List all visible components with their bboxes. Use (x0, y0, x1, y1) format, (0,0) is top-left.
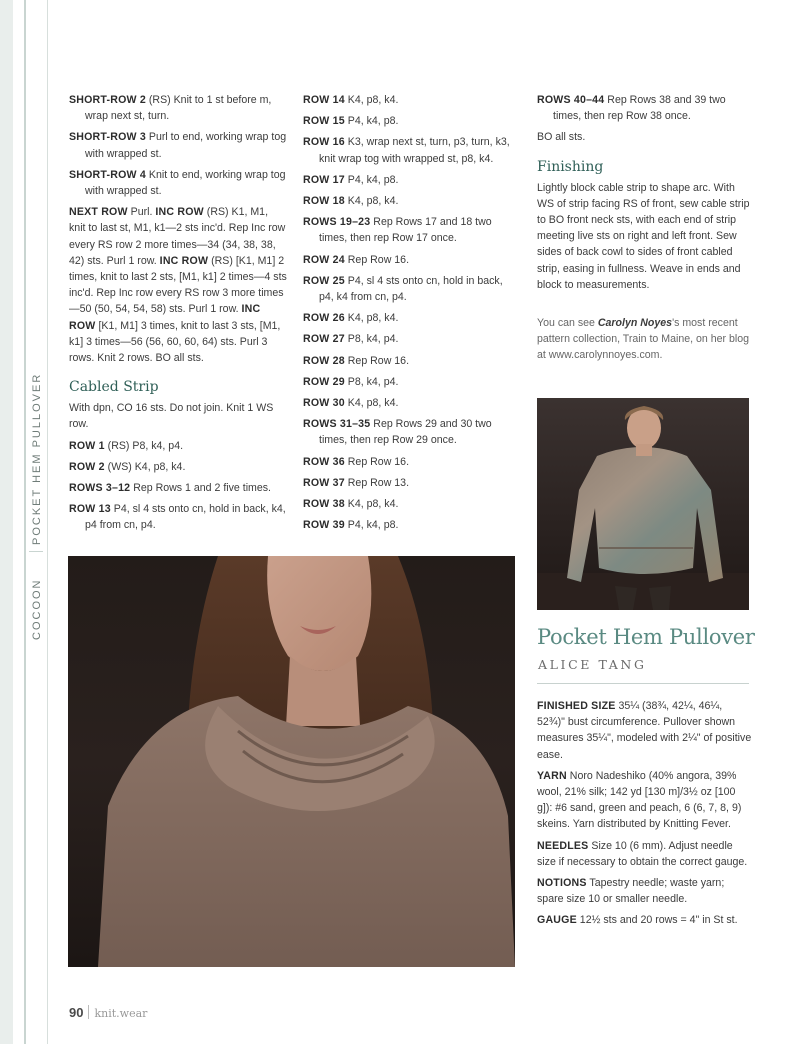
row-16: ROW 16 K3, wrap next st, turn, p3, turn, k3, knit wrap tog with wrapped st, p8, k4. (303, 136, 510, 165)
cabled-row-2: ROW 2 (WS) K4, p8, k4. (69, 460, 186, 473)
cabled-strip-intro: With dpn, CO 16 sts. Do not join. Knit 1 WS row. (69, 402, 274, 431)
next-row-paragraph: NEXT ROW Purl. INC ROW (RS) K1, M1, knit to last st, M1, k1—2 sts inc'd. Rep Inc row every RS row 2 more times—34 (34, 38, 38, 42) sts. Purl 1 row. INC ROW (RS) [K1, M1] 2 times, knit to last 2 sts, [M1, k1] 2 times—4 sts inc'd. Rep Inc row every RS row 3 more times—50 (50, 54, 54, 58) sts. Purl 1 row. INC ROW [K1, M1] 3 times, knit to last 3 sts, [M1, k1] 3 times—56 (56, 60, 60, 64) sts. Purl 3 rows. Knit 2 rows. BO all sts. (69, 206, 287, 365)
row-37: ROW 37 Rep Row 13. (303, 476, 410, 489)
short-row-3: SHORT-ROW 3 Purl to end, working wrap tog with wrapped st. (69, 131, 287, 160)
sidebar-section-label: COCOON (31, 578, 43, 640)
page-number: 90 (69, 1005, 84, 1020)
spec-yarn: YARN Noro Nadeshiko (40% angora, 39% wool, 21% silk; 142 yd [130 m]/3½ oz [100 g]): #6 sand, green and peach, 6 (6, 7, 8, 9) skeins. Yarn distributed by Knitting Fever. (537, 769, 742, 831)
row-39: ROW 39 P4, k4, p8. (303, 519, 399, 532)
row-17: ROW 17 P4, k4, p8. (303, 173, 399, 186)
rows-19-23: ROWS 19–23 Rep Rows 17 and 18 two times, then rep Row 17 once. (303, 216, 492, 245)
short-row-4: SHORT-ROW 4 Knit to end, working wrap tog with wrapped st. (69, 168, 286, 198)
magazine-brand: knit.wear (94, 1007, 148, 1020)
pullover-model-photo (537, 398, 749, 610)
row-25: ROW 25 P4, sl 4 sts onto cn, hold in back, p4, k4 from cn, p4. (303, 274, 503, 304)
row-38: ROW 38 K4, p8, k4. (303, 498, 399, 511)
instructions-column-1 (69, 92, 287, 539)
spec-notions: NOTIONS Tapestry needle; waste yarn; spare size 10 or smaller needle. (537, 877, 725, 906)
page-edge-rule-inner (47, 0, 48, 1044)
pattern-specs (537, 698, 752, 934)
row-28: ROW 28 Rep Row 16. (303, 354, 410, 367)
spec-finished-size: FINISHED SIZE 35¼ (38¾, 42¼, 46¼, 52¾)" bust circumference. Pullover shown measures 35¼", modeled with 2¼" of positive ease. (537, 700, 752, 761)
pullover-model-illustration (537, 398, 749, 610)
row-14: ROW 14 K4, p8, k4. (303, 94, 399, 106)
finishing-text: Lightly block cable strip to shape arc. With WS of strip facing RS of front, sew cable strip to BO front neck sts, with each end of strip meeting live sts on right and left front. Sew sides of back cowl to sides of front cabled strip, easing in fullness. Weave in ends and block to measurements. (537, 181, 750, 291)
page-footer (69, 1005, 147, 1020)
cabled-rows-3-12: ROWS 3–12 Rep Rows 1 and 2 five times. (69, 482, 272, 495)
row-29: ROW 29 P8, k4, p4. (303, 375, 399, 388)
cabled-row-1: ROW 1 (RS) P8, k4, p4. (69, 439, 184, 452)
rows-31-35: ROWS 31–35 Rep Rows 29 and 30 two times, then rep Row 29 once. (303, 418, 492, 447)
cocoon-model-photo (68, 556, 515, 967)
row-18: ROW 18 K4, p8, k4. (303, 195, 399, 208)
instructions-column-2 (303, 92, 515, 538)
row-27: ROW 27 P8, k4, p4. (303, 333, 399, 346)
page-edge-rule (24, 0, 26, 1044)
finishing-heading: Finishing (537, 158, 604, 175)
short-row-2: SHORT-ROW 2 (RS) Knit to 1 st before m, wrap next st, turn. (69, 94, 272, 123)
rows-40-44: ROWS 40–44 Rep Rows 38 and 39 two times, then rep Row 38 once. (537, 94, 726, 123)
row-15: ROW 15 P4, k4, p8. (303, 115, 399, 128)
bind-off-note: BO all sts. (537, 131, 586, 144)
sidebar-pattern-label: POCKET HEM PULLOVER (31, 372, 43, 545)
pattern-title: Pocket Hem Pullover (537, 625, 755, 649)
title-divider (537, 683, 749, 684)
page-edge-band (0, 0, 13, 1044)
spec-gauge: GAUGE 12½ sts and 20 rows = 4" in St st. (537, 914, 738, 927)
instructions-column-3 (537, 92, 752, 364)
cabled-strip-heading: Cabled Strip (69, 379, 159, 396)
cabled-row-13: ROW 13 P4, sl 4 sts onto cn, hold in back, k4, p4 from cn, p4. (69, 503, 286, 532)
row-24: ROW 24 Rep Row 16. (303, 253, 410, 266)
row-36: ROW 36 Rep Row 16. (303, 455, 410, 468)
sidebar-divider (29, 551, 43, 552)
spec-needles: NEEDLES Size 10 (6 mm). Adjust needle size if necessary to obtain the correct gauge. (537, 839, 748, 868)
pattern-designer: ALICE TANG (538, 657, 647, 672)
row-26: ROW 26 K4, p8, k4. (303, 312, 399, 325)
designer-credit: You can see Carolyn Noyes's most recent pattern collection, Train to Maine, on her blog at www.carolynnoyes.com. (537, 317, 749, 362)
footer-separator (88, 1005, 89, 1019)
row-30: ROW 30 K4, p8, k4. (303, 397, 399, 410)
cowl-sweater-illustration (68, 556, 515, 967)
